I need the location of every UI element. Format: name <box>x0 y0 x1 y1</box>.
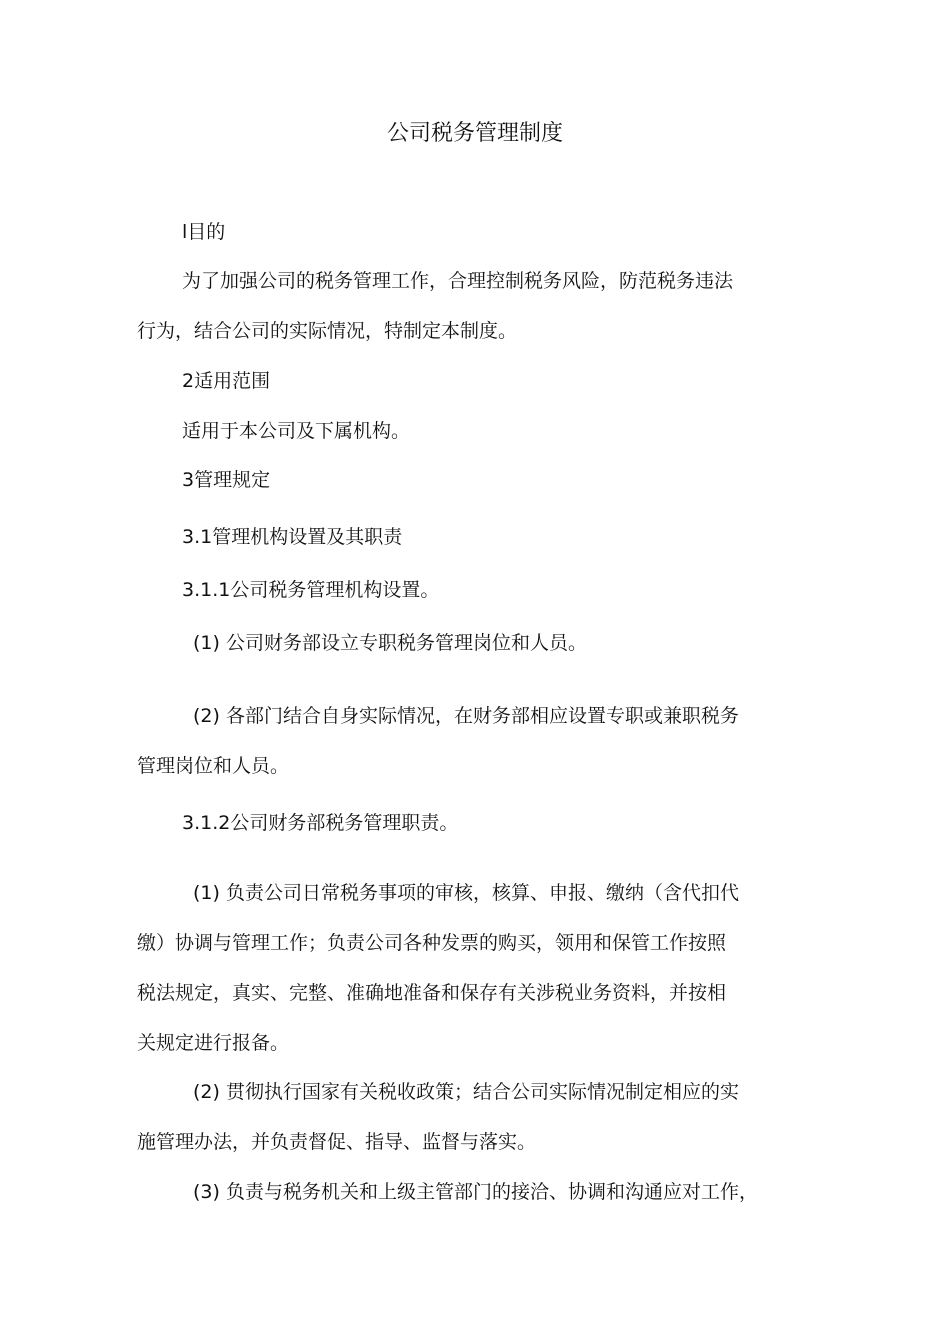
section-heading-purpose: l目的 <box>182 221 226 243</box>
subsection-heading: 3.1.1公司税务管理机构设置。 <box>182 579 440 601</box>
list-item-continuation: 管理岗位和人员。 <box>137 755 290 777</box>
subsection-heading: 3.1.2公司财务部税务管理职责。 <box>182 812 459 834</box>
list-item: (1) 负责公司日常税务事项的审核，核算、申报、缴纳（含代扣代 <box>193 882 739 904</box>
paragraph-line: 适用于本公司及下属机构。 <box>182 420 411 442</box>
list-item: (1) 公司财务部设立专职税务管理岗位和人员。 <box>193 632 587 654</box>
list-item: (2) 各部门结合自身实际情况，在财务部相应设置专职或兼职税务 <box>193 705 739 727</box>
list-item-continuation: 施管理办法，并负责督促、指导、监督与落实。 <box>137 1131 537 1153</box>
list-item: (2) 贯彻执行国家有关税收政策；结合公司实际情况制定相应的实 <box>193 1081 739 1103</box>
paragraph-line: 为了加强公司的税务管理工作，合理控制税务风险，防范税务违法 <box>182 270 734 292</box>
section-heading-rules: 3管理规定 <box>182 469 271 491</box>
list-item-continuation: 关规定进行报备。 <box>137 1032 290 1054</box>
subsection-heading: 3.1管理机构设置及其职责 <box>182 526 403 548</box>
section-heading-scope: 2适用范围 <box>182 370 271 392</box>
list-item: (3) 负责与税务机关和上级主管部门的接洽、协调和沟通应对工作， <box>193 1181 758 1203</box>
list-item-continuation: 税法规定，真实、完整、准确地准备和保存有关涉税业务资料，并按相 <box>137 982 727 1004</box>
page-title: 公司税务管理制度 <box>386 121 563 146</box>
paragraph-line: 行为，结合公司的实际情况，特制定本制度。 <box>137 320 518 342</box>
list-item-continuation: 缴）协调与管理工作；负责公司各种发票的购买，领用和保管工作按照 <box>137 932 727 954</box>
